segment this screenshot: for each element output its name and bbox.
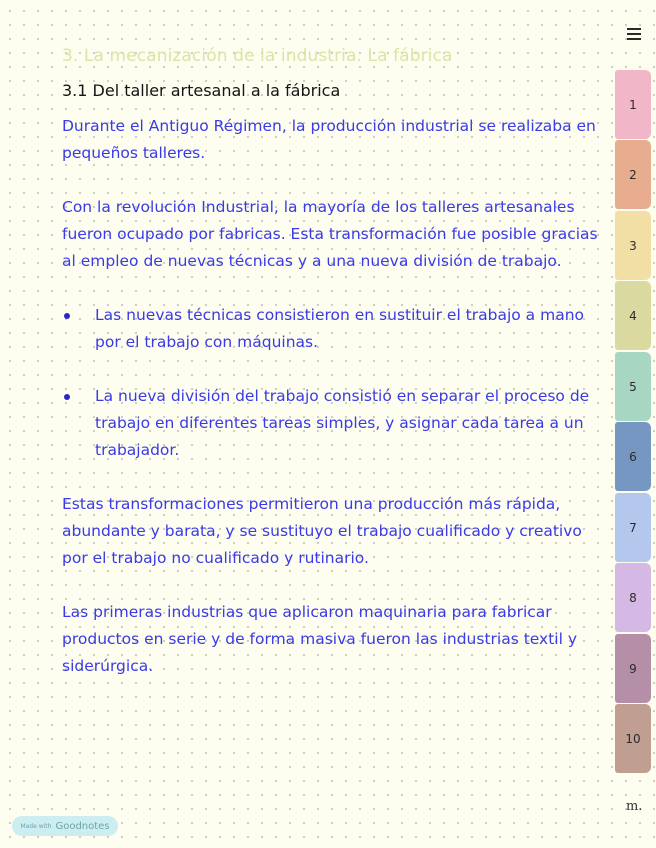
bullet-item: [62, 302, 610, 356]
section-title: 3.1 Del taller artesanal a la fábrica: [62, 81, 341, 100]
tab-5[interactable]: [615, 352, 651, 421]
bullet-text: La nueva división del trabajo consistió en separar el proceso de trabajo en diferentes tareas simples, y asignar cada tarea a un trabajador.: [95, 387, 590, 459]
note-content: [62, 113, 610, 707]
tab-10[interactable]: [615, 704, 651, 773]
tab-label: 8: [629, 590, 637, 605]
tab-label: 2: [629, 167, 637, 182]
tab-label: 4: [629, 308, 637, 323]
bullet-dot-icon: [64, 394, 70, 400]
tab-label: 3: [629, 238, 637, 253]
tab-1[interactable]: [615, 70, 651, 139]
made-with-goodnotes-badge: [12, 816, 118, 836]
tab-label: 7: [629, 520, 637, 535]
tab-label: 6: [629, 449, 637, 464]
tab-label: 10: [625, 731, 641, 746]
bullet-item: [62, 383, 610, 464]
tab-9[interactable]: [615, 634, 651, 703]
bullet-dot-icon: [64, 313, 70, 319]
tab-3[interactable]: [615, 211, 651, 280]
tab-2[interactable]: [615, 140, 651, 209]
tab-6[interactable]: [615, 422, 651, 491]
tab-label: 9: [629, 661, 637, 676]
hamburger-menu-icon[interactable]: [627, 28, 641, 40]
paragraph: Estas transformaciones permitieron una producción más rápida, abundante y barata, y se sustituyo el trabajo cualificado y creativo por el trabajo no cualificado y rutinario.: [62, 495, 582, 567]
chapter-title: 3. La mecanización de la industria. La fábrica: [62, 46, 453, 66]
tab-label: 5: [629, 379, 637, 394]
tab-more[interactable]: m.: [626, 799, 643, 814]
paragraph: Con la revolución Industrial, la mayoría de los talleres artesanales fueron ocupado por fabricas. Esta transformación fue posible gracias al empleo de nuevas técnicas y a una nueva división de trabajo.: [62, 198, 598, 270]
bullet-text: Las nuevas técnicas consistieron en sustituir el trabajo a mano por el trabajo con máquinas.: [95, 306, 585, 351]
paragraph: Las primeras industrias que aplicaron maquinaria para fabricar productos en serie y de forma masiva fueron las industrias textil y siderúrgica.: [62, 603, 578, 675]
tab-4[interactable]: [615, 281, 651, 350]
bullet-list: [62, 302, 610, 464]
tab-label: 1: [629, 97, 637, 112]
tab-8[interactable]: [615, 563, 651, 632]
badge-prefix: Made with: [20, 822, 52, 830]
badge-brand: Goodnotes: [55, 820, 110, 832]
paragraph: Durante el Antiguo Régimen, la producción industrial se realizaba en pequeños talleres.: [62, 117, 596, 162]
tab-7[interactable]: [615, 493, 651, 562]
